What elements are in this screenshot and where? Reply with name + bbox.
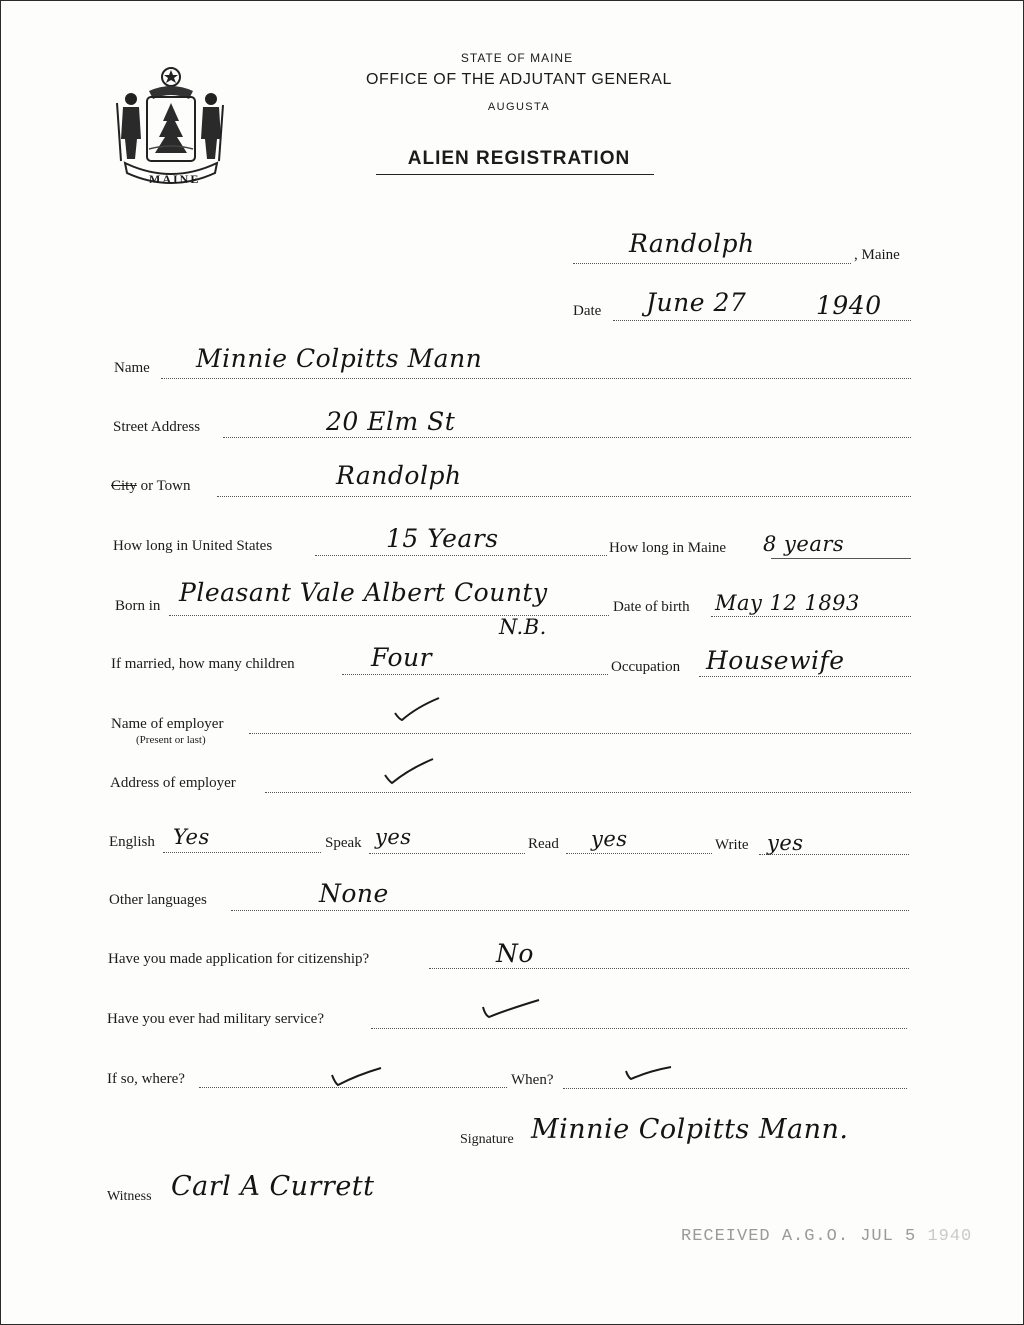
children-value: Four — [371, 643, 433, 672]
date-label: Date — [573, 303, 602, 319]
occupation-line — [699, 676, 911, 677]
when-label: When? — [511, 1072, 554, 1088]
received-stamp — [681, 1227, 972, 1246]
received-stamp-year: 1940 — [927, 1227, 973, 1246]
military-line — [371, 1028, 907, 1029]
date-year: 1940 — [816, 291, 882, 320]
header-city: AUGUSTA — [487, 101, 551, 113]
when-check-icon — [623, 1063, 675, 1085]
city-label — [111, 478, 191, 495]
employer-sublabel: (Present or last) — [136, 734, 206, 746]
english-label: English — [109, 834, 155, 850]
us-time-value: 15 Years — [386, 524, 499, 553]
place-value: Randolph — [629, 229, 755, 258]
employer-line — [249, 733, 911, 734]
speak-value: yes — [375, 825, 412, 849]
languages-label: Other languages — [109, 892, 207, 908]
maine-time-label: How long in Maine — [609, 540, 727, 556]
seal-banner-text: MAINE — [149, 172, 201, 186]
place-line — [573, 263, 851, 264]
read-label: Read — [528, 836, 559, 852]
when-line — [563, 1088, 907, 1089]
read-value: yes — [591, 827, 628, 851]
header-state: STATE OF MAINE — [460, 51, 574, 65]
english-value: Yes — [173, 825, 210, 849]
page-title: ALIEN REGISTRATION — [407, 148, 631, 169]
occupation-label: Occupation — [611, 659, 681, 675]
city-value: Randolph — [336, 461, 462, 490]
title-underline — [376, 174, 654, 175]
where-label: If so, where? — [107, 1071, 185, 1087]
date-line — [613, 320, 911, 321]
write-label: Write — [715, 837, 749, 853]
name-line — [161, 378, 911, 379]
birth-date-label: Date of birth — [613, 599, 690, 615]
employer-address-check-icon — [381, 755, 436, 787]
born-label: Born in — [115, 598, 161, 614]
signature-value: Minnie Colpitts Mann. — [531, 1114, 849, 1145]
military-label: Have you ever had military service? — [107, 1011, 324, 1027]
name-value: Minnie Colpitts Mann — [196, 344, 483, 373]
born-value: Pleasant Vale Albert County — [179, 578, 548, 607]
citizenship-value: No — [496, 939, 534, 968]
military-check-icon — [479, 997, 543, 1023]
where-check-icon — [329, 1065, 385, 1089]
witness-label: Witness — [107, 1189, 152, 1204]
read-line — [566, 853, 712, 854]
birth-date-value: May 12 1893 — [715, 591, 860, 615]
write-value: yes — [767, 831, 804, 855]
maine-time-line — [771, 558, 911, 559]
languages-value: None — [319, 879, 389, 908]
place-suffix: , Maine — [854, 247, 900, 263]
city-label-struck: City — [111, 478, 137, 494]
header-office: OFFICE OF THE ADJUTANT GENERAL — [365, 71, 673, 88]
name-label: Name — [114, 360, 150, 376]
children-label: If married, how many children — [111, 656, 295, 672]
city-line — [217, 496, 911, 497]
street-line — [223, 437, 911, 438]
date-month-day: June 27 — [646, 288, 747, 317]
children-line — [342, 674, 608, 675]
employer-check-icon — [391, 695, 443, 725]
street-label: Street Address — [113, 419, 201, 435]
us-time-line — [315, 555, 607, 556]
street-value: 20 Elm St — [326, 407, 456, 436]
received-stamp-text: RECEIVED A.G.O. JUL 5 — [681, 1227, 917, 1246]
citizenship-label: Have you made application for citizenship? — [108, 951, 370, 967]
born-value-line2: N.B. — [499, 615, 547, 639]
employer-address-line — [265, 792, 911, 793]
languages-line — [231, 910, 909, 911]
occupation-value: Housewife — [706, 646, 845, 675]
birth-date-line — [711, 616, 911, 617]
english-line — [163, 852, 321, 853]
us-time-label: How long in United States — [113, 538, 273, 554]
witness-value: Carl A Currett — [171, 1171, 375, 1202]
employer-label: Name of employer — [111, 716, 224, 732]
citizenship-line — [429, 968, 909, 969]
employer-address-label: Address of employer — [110, 775, 236, 791]
speak-label: Speak — [325, 835, 362, 851]
signature-label: Signature — [460, 1132, 514, 1147]
speak-line — [369, 853, 525, 854]
city-label-rest: or Town — [136, 478, 191, 494]
maine-time-value: 8 years — [763, 532, 845, 556]
